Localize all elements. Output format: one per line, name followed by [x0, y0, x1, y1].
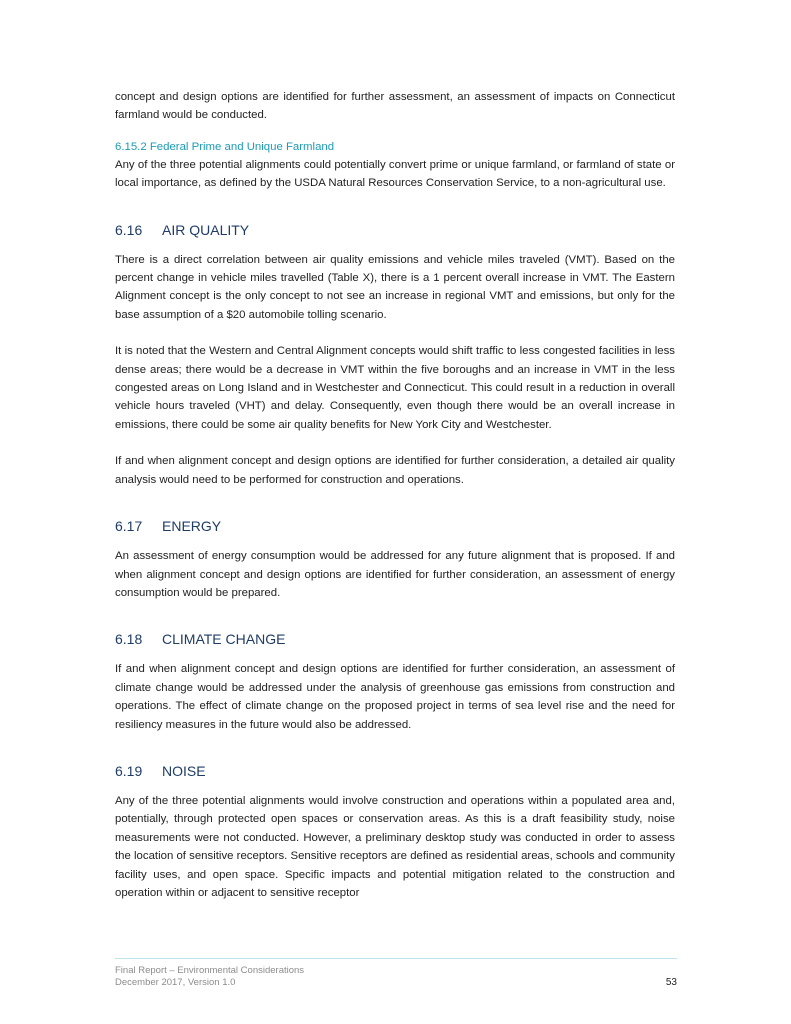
paragraph: Any of the three potential alignments would involve construction and operations within a populated area and, potentially, through protected open spaces or conservation areas. As this is a draft feasibility study, noise measurements were not conducted. However, a preliminary desktop study was conducted in order to assess the location of sensitive receptors. Sensitive receptors are defined as residential areas, schools and community facility uses, and open space. Specific impacts and potential mitigation related to the construction and operation within or adjacent to sensitive receptor	[115, 794, 675, 899]
section-title: AIR QUALITY	[162, 221, 250, 238]
section-title: ENERGY	[162, 518, 222, 535]
footer-version: December 2017, Version 1.0	[115, 977, 236, 988]
page-footer	[115, 965, 677, 989]
page-content	[115, 88, 675, 902]
page-number: 53	[665, 977, 677, 988]
subsection-heading-6-15-2: 6.15.2 Federal Prime and Unique Farmland	[115, 140, 335, 153]
section-heading-climate-change	[115, 630, 675, 648]
section-heading-air-quality	[115, 221, 675, 239]
section-number: 6.16	[115, 221, 143, 238]
section-number: 6.17	[115, 518, 143, 535]
paragraph: It is noted that the Western and Central Alignment concepts would shift traffic to less congested facilities in less dense areas; there would be a decrease in VMT within the five boroughs and an increase in VMT in the less congested areas on Long Island and in Westchester and Connecticut. This could result in a reduction in overall vehicle hours traveled (VHT) and delay. Consequently, even though there would be an overall increase in emissions, there could be some air quality benefits for New York City and Westchester.	[115, 345, 675, 431]
section-number: 6.19	[115, 762, 143, 779]
footer-report-title: Final Report – Environmental Considerations	[115, 965, 305, 976]
subsection-paragraph-6-15-2: Any of the three potential alignments could potentially convert prime or unique farmland, or farmland of state or local importance, as defined by the USDA Natural Resources Conservation Service, to a non-agricultural use.	[115, 158, 675, 190]
intro-paragraph: concept and design options are identified for further assessment, an assessment of impacts on Connecticut farmland would be conducted.	[115, 91, 675, 122]
section-number: 6.18	[115, 631, 143, 648]
paragraph: If and when alignment concept and design options are identified for further consideration, an assessment of climate change would be addressed under the analysis of greenhouse gas emissions from construction and operations. The effect of climate change on the proposed project in terms of sea level rise and the need for resiliency measures in the future would also be addressed.	[115, 663, 675, 731]
paragraph: There is a direct correlation between air quality emissions and vehicle miles traveled (VMT). Based on the percent change in vehicle miles travelled (Table X), there is a 1 percent overall increase in VMT. The Eastern Alignment concept is the only concept to not see an increase in regional VMT and emissions, but only for the base assumption of a $20 automobile tolling scenario.	[115, 253, 675, 321]
paragraph: An assessment of energy consumption would be addressed for any future alignment that is proposed. If and when alignment concept and design options are identified for further consideration, an assessment of energy consumption would be prepared.	[115, 550, 675, 599]
footer-divider	[115, 958, 677, 959]
section-heading-noise	[115, 762, 675, 780]
section-heading-energy	[115, 517, 675, 535]
section-title: CLIMATE CHANGE	[162, 631, 286, 648]
section-title: NOISE	[162, 762, 206, 779]
paragraph: If and when alignment concept and design options are identified for further consideration, a detailed air quality analysis would need to be performed for construction and operations.	[115, 455, 675, 486]
